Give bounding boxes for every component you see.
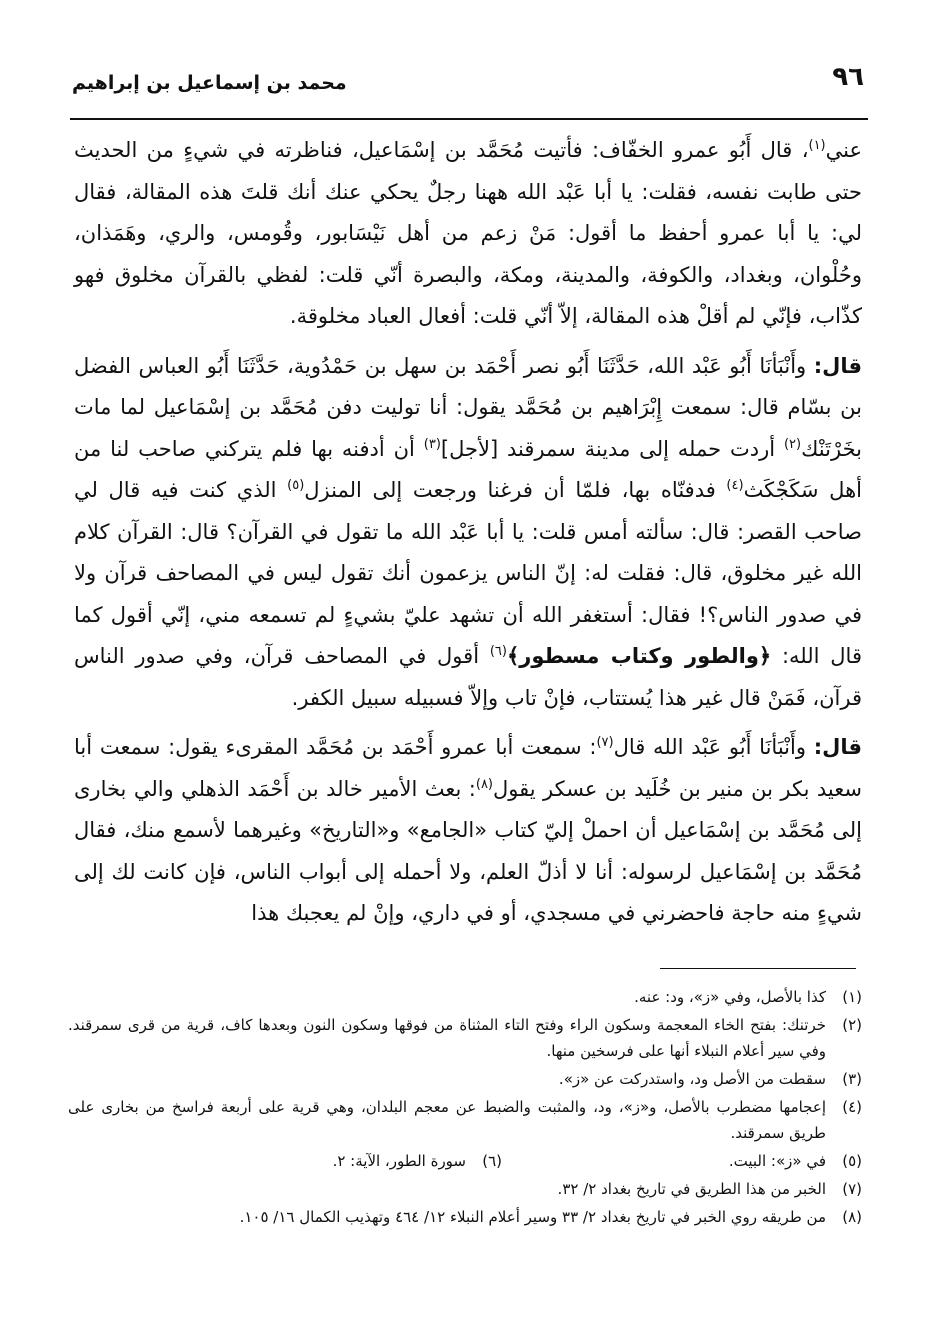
text-span: الذي كنت فيه قال لي صاحب القصر: قال: سألته أمس قلت: يا أبا عَبْد الله ما تقول في القرآن؟ قال: القرآن كلام الله غير مخلوق، قال: فقلت له: إنّ الناس يزعمون أنك تقول ليس في المصاحف قرآن ولا في صدور الناس؟! فقال: أستغفر الله أن تشهد عليّ بشيءٍ لم تسمعه مني، إنّي أقول كما قال الله:: [74, 478, 862, 668]
footnote-number: (٦): [482, 1152, 502, 1170]
footnote-text: سورة الطور، الآية: ٢.: [332, 1152, 466, 1170]
text-span: أقول في المصاحف قرآن، وفي صدور الناس قرآن، فَمَنْ قال غير هذا يُستتاب، فإنْ تاب وإلاّ فسبيله سبيل الكفر.: [74, 644, 862, 710]
footnote-text: كذا بالأصل، وفي «ز»، ود: عنه.: [634, 988, 826, 1006]
paragraph-2: [74, 346, 862, 720]
footnote-text: الخبر من هذا الطريق في تاريخ بغداد ٢/ ٣٢.: [557, 1180, 826, 1198]
footnote-number: (٢): [842, 1016, 862, 1034]
paragraph-lead: قال:: [813, 353, 862, 378]
paragraph-3: [74, 727, 862, 935]
main-text: [74, 130, 862, 935]
footnote-item: [68, 1204, 862, 1230]
footnote-pair: [68, 1148, 862, 1176]
quran-verse: ﴿والطور وكتاب مسطور﴾: [506, 644, 772, 668]
footnote-number: (٨): [842, 1208, 862, 1226]
text-span: ، قال أَبُو عمرو الخفّاف: فأتيت مُحَمَّد بن إسْمَاعيل، فناظرته في شيءٍ من الحديث حتى طابت نفسه، فقلت: يا أبا عَبْد الله ههنا رجلٌ يحكي عنك أنك قلتَ هذه المقالة، فقال لي: يا أبا عمرو أحفظ ما أقول: مَنْ زعم من أهل نَيْسَابور، وقُومس، والري، وهَمَذان، وحُلْوان، وبغداد، والكوفة، والمدينة، ومكة، والبصرة أنّي قلت: لفظي بالقرآن مخلوق فهو كذّاب، فإنّي لم أقلْ هذه المقالة، إلاّ أنّي قلت: أفعال العباد مخلوقة.: [74, 138, 862, 328]
footnote-item: [68, 1012, 862, 1064]
footnote-ref-6: (٦): [489, 644, 507, 659]
footnotes: [68, 984, 862, 1232]
footnote-item: [68, 1094, 862, 1146]
footnote-text: سقطت من الأصل ود، واستدركت عن «ز».: [558, 1070, 826, 1088]
text-span: عني: [825, 138, 862, 162]
paragraph-1: [74, 130, 862, 338]
page-number: ٩٦: [832, 62, 864, 92]
text-span: وأَنْبَأنَا أَبُو عَبْد الله قال: [613, 735, 814, 759]
page-header: [72, 60, 864, 102]
footnote-number: (٥): [842, 1152, 862, 1170]
footnote-ref-8: (٨): [475, 776, 493, 792]
footnote-number: (٧): [842, 1180, 862, 1198]
footnote-number: (٣): [842, 1070, 862, 1088]
text-span: : سمعت أبا عمرو أَحْمَد بن مُحَمَّد المقرىء يقول: سمعت أبا سعيد بكر بن منير بن خُلَيد بن عسكر يقول: [74, 735, 862, 801]
footnote-ref-5: (٥): [287, 478, 305, 493]
footnote-text: في «ز»: البيت.: [728, 1152, 826, 1170]
footnote-item: [68, 1066, 862, 1092]
footnote-ref-4: (٤): [726, 478, 744, 493]
footnote-text: خرتنك: بفتح الخاء المعجمة وسكون الراء وفتح التاء المثناة من فوقها وسكون النون وبعدها كاف، قرية من قرى سمرقند. وفي سير أعلام النبلاء أنها على فرسخين منها.: [68, 1016, 826, 1060]
text-span: أردت حمله إلى مدينة سمرقند [لأجل]: [440, 436, 784, 461]
header-rule: [70, 118, 868, 120]
text-span: وأَنْبَأنَا أَبُو عَبْد الله، حَدَّثَنَا أَبُو نصر أَحْمَد بن سهل بن حَمْدُوية، حَدَّثَنَا أَبُو العباس الفضل بن بسّام قال: سمعت إِبْرَاهيم بن مُحَمَّد يقول: أنا توليت دفن مُحَمَّد بن إسْمَاعيل لما مات بخَرْتَنْك: [74, 353, 862, 461]
footnote-item: [105, 1148, 502, 1174]
footnote-ref-7: (٧): [596, 735, 614, 750]
footnote-text: من طريقه روي الخبر في تاريخ بغداد ٢/ ٣٣ وسير أعلام النبلاء ١٢/ ٤٦٤ وتهذيب الكمال ١٦/ ١٠٥.: [239, 1208, 826, 1226]
footnote-rule: [660, 968, 856, 969]
footnote-item: [68, 1176, 862, 1202]
footnote-ref-2: (٢): [783, 436, 802, 452]
footnote-item: [68, 984, 862, 1010]
footnote-ref-1: (١): [808, 138, 826, 153]
footnote-number: (٤): [842, 1098, 862, 1116]
footnote-text: إعجامها مضطرب بالأصل، و«ز»، ود، والمثبت والضبط عن معجم البلدان، وهي قرية على أربعة فراسخ من بخارى على طريق سمرقند.: [68, 1098, 826, 1142]
text-span: أن أدفنه بها فلم يتركني صاحب لنا من أهل سَكَجْكَث: [74, 436, 862, 502]
footnote-item: [502, 1148, 862, 1174]
text-span: : بعث الأمير خالد بن أَحْمَد الذهلي والي بخارى إلى مُحَمَّد بن إسْمَاعيل أن احملْ إليّ كتاب «الجامع» و«التاريخ» وغيرهما لأسمع منك، فقال مُحَمَّد بن إسْمَاعيل لرسوله: أنا لا أذلّ العلم، ولا أحمله إلى أبواب الناس، فإن كانت لك إلى شيءٍ منه حاجة فاحضرني في مسجدي، أو في داري، وإنْ لم يعجبك هذا: [74, 776, 862, 925]
text-span: فدفنّاه بها، فلمّا أن فرغنا ورجعت إلى المنزل: [304, 478, 727, 502]
footnote-number: (١): [842, 988, 862, 1006]
footnote-ref-3: (٣): [423, 436, 441, 452]
running-title: محمد بن إسماعيل بن إبراهيم: [72, 72, 347, 94]
paragraph-lead: قال:: [813, 735, 862, 759]
